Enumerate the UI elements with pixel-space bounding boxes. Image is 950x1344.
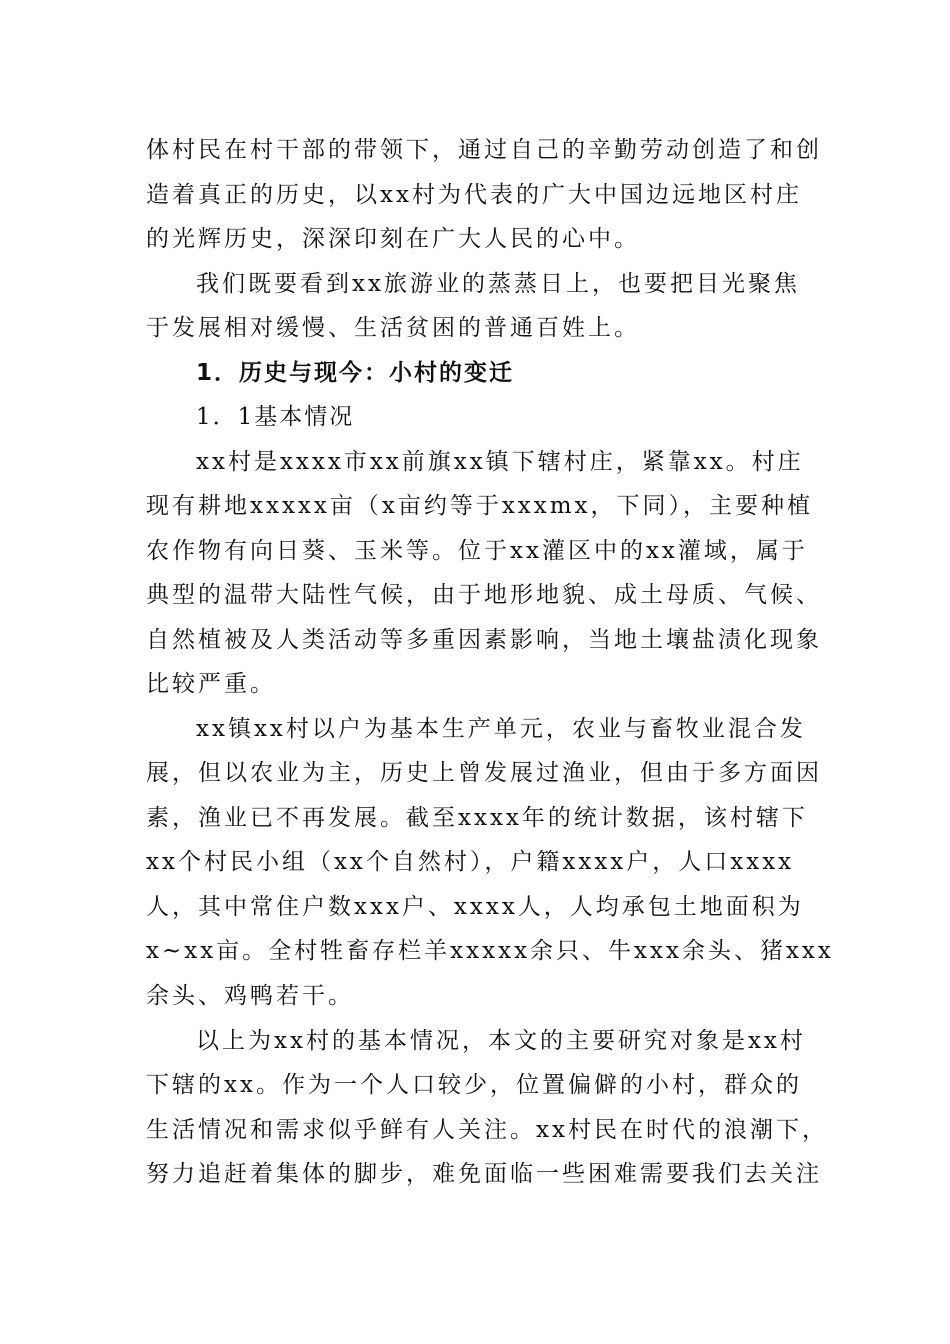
text-line: 典型的温带大陆性气候，由于地形地貌、成土母质、气候、 [146, 582, 822, 608]
text-line: 体村民在村干部的带领下，通过自己的辛勤劳动创造了和创 [146, 137, 822, 163]
text-line: 比较严重。 [146, 671, 276, 697]
text-line: 素，渔业已不再发展。截至xxxx年的统计数据，该村辖下 [146, 805, 808, 831]
text-line: 的光辉历史，深深印刻在广大人民的心中。 [146, 226, 640, 252]
text-line: x~xx亩。全村牲畜存栏羊xxxxx余只、牛xxx余头、猪xxx [146, 938, 834, 964]
section-heading: 1．历史与现今：小村的变迁 [196, 360, 515, 386]
text-line: 展，但以农业为主，历史上曾发展过渔业，但由于多方面因 [146, 760, 822, 786]
text-line: 努力追赶着集体的脚步，难免面临一些困难需要我们去关注 [146, 1161, 822, 1187]
text-line: 造着真正的历史，以xx村为代表的广大中国边远地区村庄 [146, 182, 802, 208]
subsection-heading: 1．1基本情况 [196, 404, 355, 430]
text-line: xx镇xx村以户为基本生产单元，农业与畜牧业混合发 [196, 716, 806, 742]
text-line: 人，其中常住户数xxx户、xxxx人，人均承包土地面积为 [146, 894, 804, 920]
text-line: 余头、鸡鸭若干。 [146, 983, 354, 1009]
text-line: 我们既要看到xx旅游业的蒸蒸日上，也要把目光聚焦 [196, 271, 800, 297]
text-line: 以上为xx村的基本情况，本文的主要研究对象是xx村 [196, 1028, 806, 1054]
text-line: xx个村民小组（xx个自然村），户籍xxxx户，人口xxxx [146, 849, 795, 875]
text-line: xx村是xxxx市xx前旗xx镇下辖村庄，紧靠xx。村庄 [196, 449, 804, 475]
text-line: 现有耕地xxxxx亩（x亩约等于xxxmx，下同），主要种植 [146, 493, 814, 519]
text-line: 于发展相对缓慢、生活贫困的普通百姓上。 [146, 315, 640, 341]
text-line: 自然植被及人类活动等多重因素影响，当地土壤盐渍化现象 [146, 627, 822, 653]
text-line: 生活情况和需求似乎鲜有人关注。xx村民在时代的浪潮下， [146, 1117, 828, 1143]
text-line: 下辖的xx。作为一个人口较少，位置偏僻的小村，群众的 [146, 1072, 802, 1098]
text-line: 农作物有向日葵、玉米等。位于xx灌区中的xx灌域，属于 [146, 538, 808, 564]
